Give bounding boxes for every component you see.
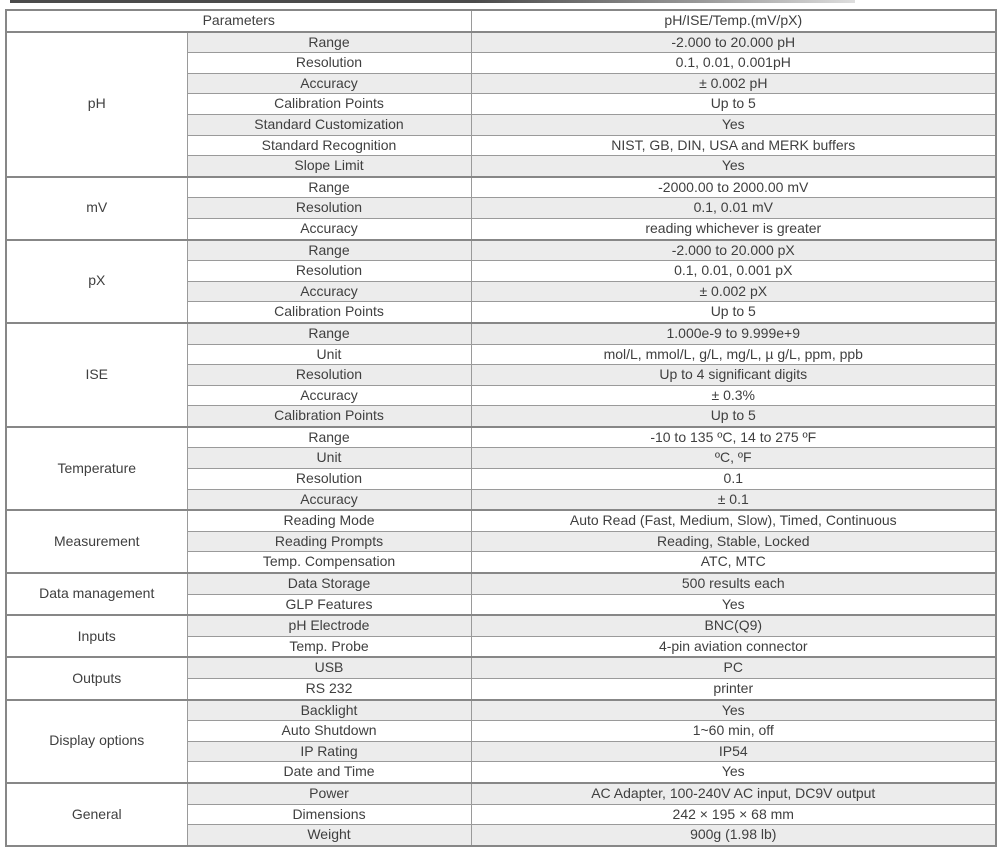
category-cell-general: General: [6, 783, 187, 846]
category-cell-ise: ISE: [6, 323, 187, 427]
value-cell: ºC, ºF: [471, 448, 996, 469]
parameter-cell: Range: [187, 240, 471, 261]
category-cell-px: pX: [6, 240, 187, 323]
parameter-cell: Accuracy: [187, 385, 471, 406]
table-row: [6, 615, 996, 636]
value-cell: Yes: [471, 156, 996, 177]
parameter-cell: IP Rating: [187, 741, 471, 762]
parameter-cell: Accuracy: [187, 281, 471, 302]
parameter-cell: Dimensions: [187, 804, 471, 825]
parameter-cell: Accuracy: [187, 218, 471, 239]
value-cell: 4-pin aviation connector: [471, 636, 996, 657]
parameter-cell: Calibration Points: [187, 406, 471, 427]
parameter-cell: Accuracy: [187, 489, 471, 510]
parameter-cell: Range: [187, 427, 471, 448]
parameter-cell: Reading Prompts: [187, 531, 471, 552]
parameter-cell: Data Storage: [187, 573, 471, 594]
parameter-cell: USB: [187, 657, 471, 678]
parameter-cell: Resolution: [187, 469, 471, 490]
category-cell-mv: mV: [6, 177, 187, 240]
value-cell: ± 0.1: [471, 489, 996, 510]
value-cell: mol/L, mmol/L, g/L, mg/L, µ g/L, ppm, ppb: [471, 344, 996, 365]
value-cell: -2.000 to 20.000 pX: [471, 240, 996, 261]
parameter-cell: Resolution: [187, 198, 471, 219]
table-row: [6, 783, 996, 804]
parameter-cell: Resolution: [187, 53, 471, 74]
parameter-cell: RS 232: [187, 679, 471, 700]
table-row: [6, 573, 996, 594]
value-cell: printer: [471, 679, 996, 700]
parameter-cell: Range: [187, 323, 471, 344]
value-cell: Yes: [471, 700, 996, 721]
parameter-cell: Range: [187, 177, 471, 198]
value-cell: Yes: [471, 594, 996, 615]
value-cell: NIST, GB, DIN, USA and MERK buffers: [471, 135, 996, 156]
category-cell-measurement: Measurement: [6, 510, 187, 573]
header-value-cell: pH/ISE/Temp.(mV/pX): [471, 10, 996, 32]
table-row: [6, 323, 996, 344]
parameter-cell: Accuracy: [187, 73, 471, 94]
spec-table: [5, 9, 997, 847]
value-cell: 0.1, 0.01, 0.001pH: [471, 53, 996, 74]
value-cell: Up to 4 significant digits: [471, 365, 996, 386]
category-cell-outputs: Outputs: [6, 657, 187, 699]
value-cell: Reading, Stable, Locked: [471, 531, 996, 552]
value-cell: Up to 5: [471, 94, 996, 115]
parameter-cell: Auto Shutdown: [187, 721, 471, 742]
table-row: [6, 240, 996, 261]
table-row: [6, 510, 996, 531]
parameter-cell: Calibration Points: [187, 94, 471, 115]
parameter-cell: Temp. Compensation: [187, 552, 471, 573]
parameter-cell: Slope Limit: [187, 156, 471, 177]
parameter-cell: Unit: [187, 344, 471, 365]
parameter-cell: Date and Time: [187, 762, 471, 783]
value-cell: PC: [471, 657, 996, 678]
parameter-cell: Calibration Points: [187, 302, 471, 323]
category-cell-temperature: Temperature: [6, 427, 187, 510]
spec-table-body: [6, 10, 996, 846]
parameter-cell: pH Electrode: [187, 615, 471, 636]
table-row: [6, 32, 996, 53]
parameter-cell: Resolution: [187, 261, 471, 282]
parameter-cell: Power: [187, 783, 471, 804]
cropped-top-strip: [10, 0, 855, 3]
value-cell: Auto Read (Fast, Medium, Slow), Timed, Continuous: [471, 510, 996, 531]
parameter-cell: Weight: [187, 825, 471, 846]
category-cell-data-management: Data management: [6, 573, 187, 615]
parameter-cell: Reading Mode: [187, 510, 471, 531]
table-header-row: [6, 10, 996, 32]
parameter-cell: Standard Recognition: [187, 135, 471, 156]
table-row: [6, 177, 996, 198]
value-cell: Up to 5: [471, 302, 996, 323]
value-cell: 0.1, 0.01 mV: [471, 198, 996, 219]
value-cell: 1~60 min, off: [471, 721, 996, 742]
value-cell: 500 results each: [471, 573, 996, 594]
table-row: [6, 427, 996, 448]
value-cell: 242 × 195 × 68 mm: [471, 804, 996, 825]
table-row: [6, 700, 996, 721]
parameter-cell: Backlight: [187, 700, 471, 721]
value-cell: -2000.00 to 2000.00 mV: [471, 177, 996, 198]
value-cell: -10 to 135 ºC, 14 to 275 ºF: [471, 427, 996, 448]
category-cell-ph: pH: [6, 32, 187, 177]
value-cell: IP54: [471, 741, 996, 762]
table-row: [6, 657, 996, 678]
value-cell: ± 0.002 pX: [471, 281, 996, 302]
parameter-cell: Temp. Probe: [187, 636, 471, 657]
value-cell: 0.1, 0.01, 0.001 pX: [471, 261, 996, 282]
value-cell: 900g (1.98 lb): [471, 825, 996, 846]
value-cell: 1.000e-9 to 9.999e+9: [471, 323, 996, 344]
value-cell: 0.1: [471, 469, 996, 490]
parameter-cell: Resolution: [187, 365, 471, 386]
value-cell: Up to 5: [471, 406, 996, 427]
parameter-cell: Unit: [187, 448, 471, 469]
parameter-cell: Range: [187, 32, 471, 53]
parameter-cell: GLP Features: [187, 594, 471, 615]
category-cell-display-options: Display options: [6, 700, 187, 783]
value-cell: -2.000 to 20.000 pH: [471, 32, 996, 53]
value-cell: Yes: [471, 114, 996, 135]
parameter-cell: Standard Customization: [187, 114, 471, 135]
value-cell: BNC(Q9): [471, 615, 996, 636]
value-cell: Yes: [471, 762, 996, 783]
value-cell: AC Adapter, 100-240V AC input, DC9V output: [471, 783, 996, 804]
value-cell: ATC, MTC: [471, 552, 996, 573]
header-parameters-cell: Parameters: [6, 10, 471, 32]
value-cell: reading whichever is greater: [471, 218, 996, 239]
value-cell: ± 0.002 pH: [471, 73, 996, 94]
value-cell: ± 0.3%: [471, 385, 996, 406]
category-cell-inputs: Inputs: [6, 615, 187, 657]
